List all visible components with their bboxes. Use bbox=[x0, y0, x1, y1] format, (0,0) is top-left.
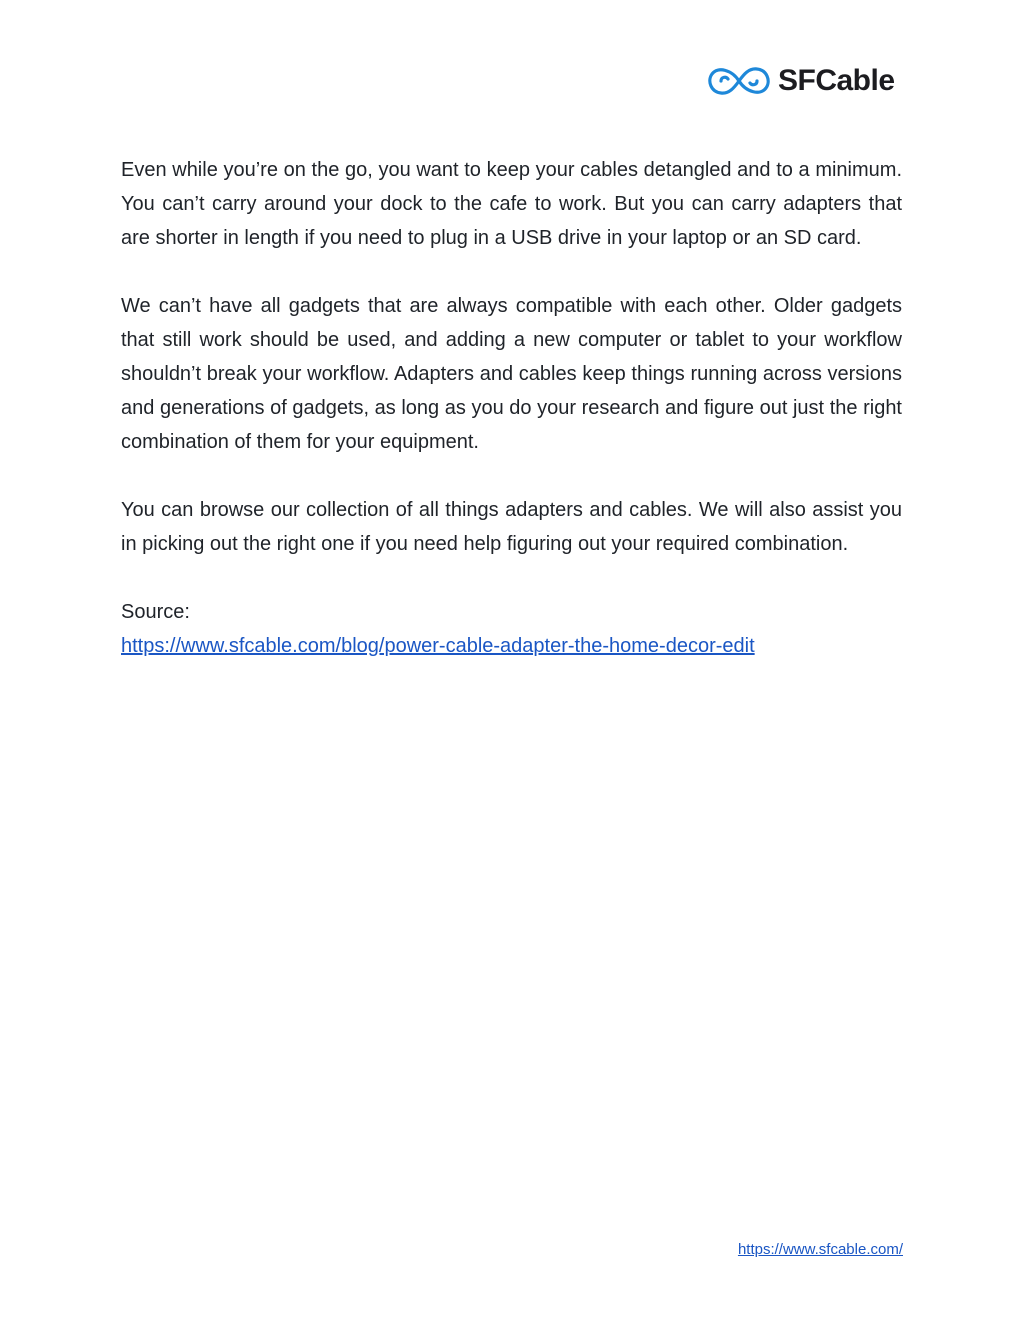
cable-loop-icon bbox=[706, 60, 772, 102]
source-label: Source: bbox=[121, 601, 190, 623]
source-link[interactable]: https://www.sfcable.com/blog/power-cable-adapter-the-home-decor-edit bbox=[121, 635, 755, 657]
source-block bbox=[121, 595, 902, 663]
logo-text: SFCable bbox=[778, 64, 895, 97]
sfcable-logo bbox=[706, 58, 902, 104]
paragraph-3: You can browse our collection of all things adapters and cables. We will also assist you in picking out the right one if you need help figuring out your required combination. bbox=[121, 499, 902, 555]
footer-link[interactable]: https://www.sfcable.com/ bbox=[737, 1241, 903, 1258]
paragraph-1: Even while you’re on the go, you want to keep your cables detangled and to a minimum. You can’t carry around your dock to the cafe to work. But you can carry adapters that are shorter in length if you need to plug in a USB drive in your laptop or an SD card. bbox=[121, 159, 902, 249]
article-body bbox=[121, 153, 902, 663]
paragraph-2: We can’t have all gadgets that are always compatible with each other. Older gadgets that still work should be used, and adding a new computer or tablet to your workflow shouldn’t break your workflow. Adapters and cables keep things running across versions and generations of gadgets, as long as you do your research and figure out just the right combination of them for your equipment. bbox=[121, 295, 902, 453]
